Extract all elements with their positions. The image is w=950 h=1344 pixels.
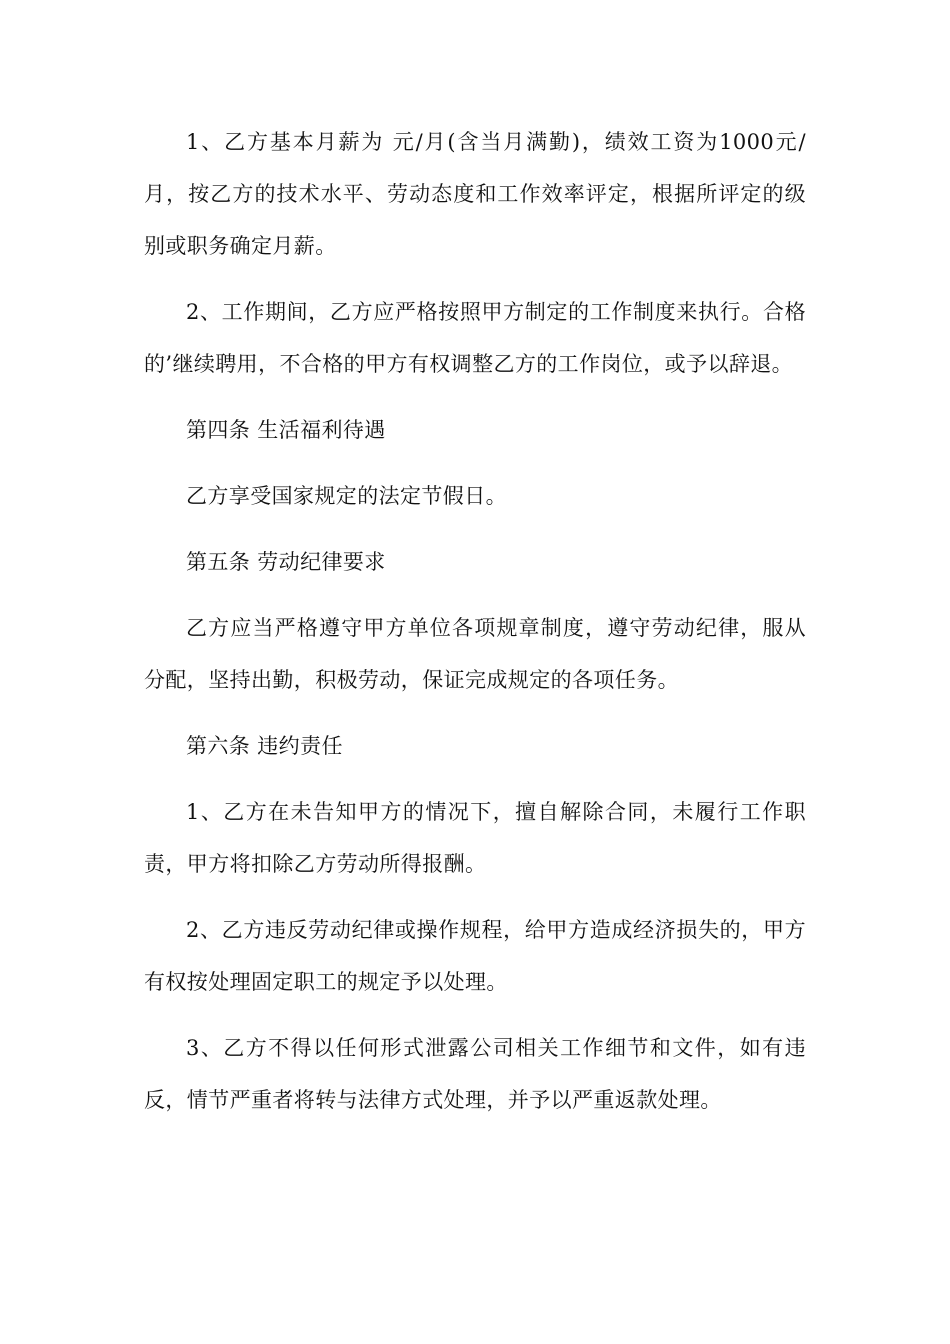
paragraph-discipline: 乙方应当严格遵守甲方单位各项规章制度，遵守劳动纪律，服从分配，坚持出勤，积极劳动，保证完成规定的各项任务。 [144, 616, 806, 692]
paragraph-holidays: 乙方享受国家规定的法定节假日。 [186, 484, 507, 508]
paragraph-work-period: 2、工作期间，乙方应严格按照甲方制定的工作制度来执行。合格的’继续聘用，不合格的甲方有权调整乙方的工作岗位，或予以辞退。 [144, 300, 806, 376]
document-body [144, 116, 806, 1140]
section-heading-article-5: 第五条 劳动纪律要求 [186, 550, 386, 574]
section-heading-article-4: 第四条 生活福利待遇 [186, 418, 386, 442]
paragraph-breach-1: 1、乙方在未告知甲方的情况下，擅自解除合同，未履行工作职责，甲方将扣除乙方劳动所得报酬。 [144, 800, 806, 876]
paragraph-salary: 1、乙方基本月薪为 元/月(含当月满勤)，绩效工资为1000元/月，按乙方的技术水平、劳动态度和工作效率评定，根据所评定的级别或职务确定月薪。 [144, 130, 806, 258]
section-heading-article-6: 第六条 违约责任 [186, 734, 343, 758]
paragraph-breach-3: 3、乙方不得以任何形式泄露公司相关工作细节和文件，如有违反，情节严重者将转与法律方式处理，并予以严重返款处理。 [144, 1036, 806, 1112]
paragraph-breach-2: 2、乙方违反劳动纪律或操作规程，给甲方造成经济损失的，甲方有权按处理固定职工的规定予以处理。 [144, 918, 806, 994]
